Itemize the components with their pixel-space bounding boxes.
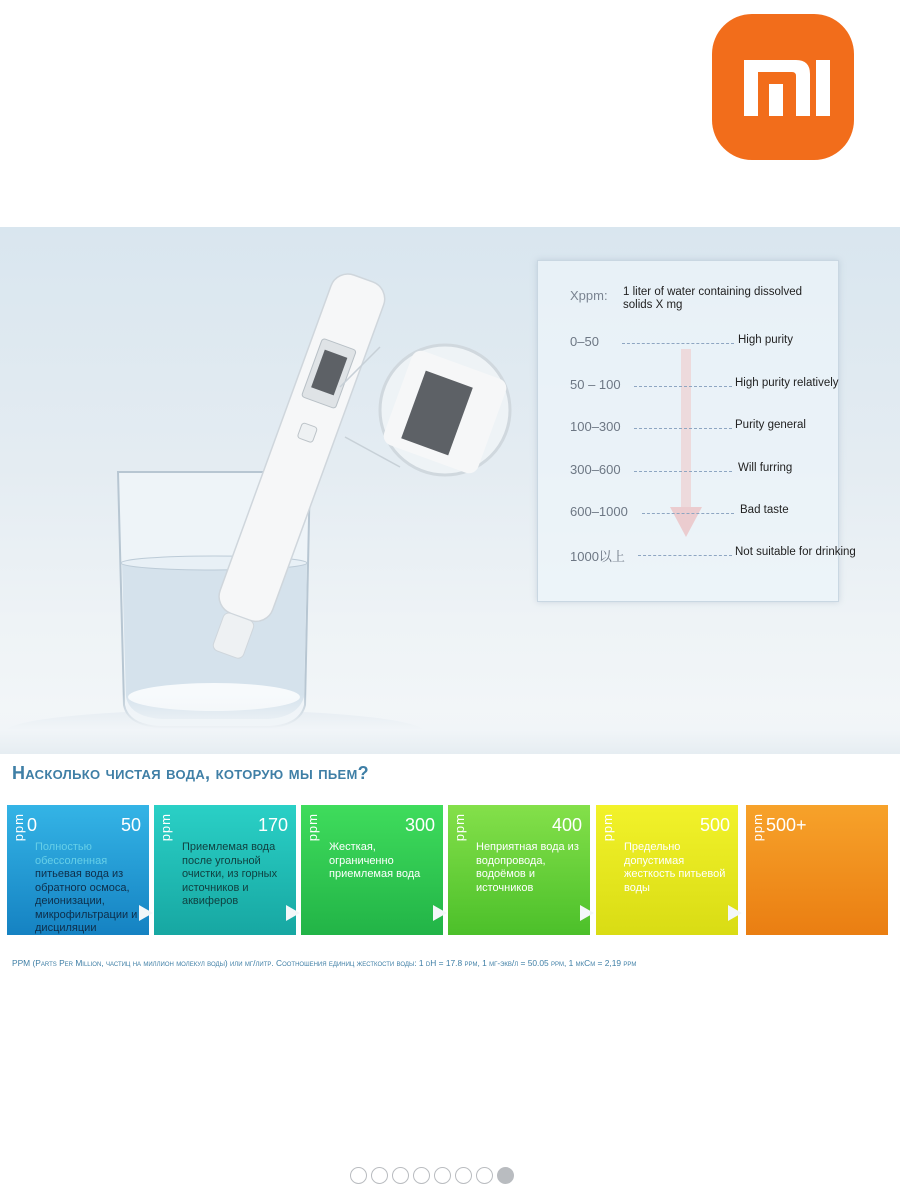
ppm-card [7,805,149,935]
scale-dash [634,428,732,429]
scale-label: Bad taste [740,504,789,516]
scale-dash [634,471,732,472]
scale-label: High purity relatively [735,377,839,389]
card-arrow [286,905,300,921]
card-text [35,841,147,936]
ppm-value-left: 500+ [766,815,807,835]
card-text-main: питьевая вода из обратного осмоса, деионизации, микрофильтрации и дисциляции [35,868,138,934]
pagination-dot[interactable] [392,1167,409,1184]
scale-row [538,546,858,566]
ppm-card [448,805,590,935]
section-heading: Насколько чистая вода, которую мы пьем? [12,763,369,783]
pagination-dot[interactable] [455,1167,472,1184]
scale-range: 50 – 100 [570,377,621,392]
scale-label: Will furring [738,462,793,474]
scale-row [538,334,858,354]
pagination-dot[interactable] [371,1167,388,1184]
ppm-value-right: 170 [257,815,288,835]
ppm-unit: ppm [305,813,320,842]
scale-range: 100–300 [570,419,621,434]
ppm-unit: ppm [11,813,26,842]
card-text: Приемлемая вода после угольной очистки, из горных источников и аквиферов [182,841,278,907]
card-text-faint: Полностью обессоленная [35,841,108,867]
image-pagination [350,1167,514,1184]
ppm-unit: ppm [750,813,765,842]
scale-range: 300–600 [570,462,621,477]
scale-label: High purity [738,334,793,346]
card-text: Неприятная вода из водопровода, водоёмов и источников [476,841,579,894]
ppm-value-right: 300 [404,815,435,835]
ppm-value-right: 400 [551,815,582,835]
tds-meter-hero-image [0,227,900,754]
scale-label: Not suitable for drinking [735,546,856,558]
ppm-card [746,805,888,935]
card-text: Жесткая, ограниченно приемлемая вода [329,841,421,880]
ppm-footnote: PPM (Parts Per Million, частиц на миллион молекул воды) или мг/литр. Соотношения единиц жесткости воды: 1 dH = 17.8 ppm, 1 мг-экв/л = 50.05 ppm, 1 мкСм = 2,19 ppm [12,958,637,968]
ppm-card [154,805,296,935]
card-arrow [433,905,447,921]
scale-dash [634,386,732,387]
scale-dash [642,513,734,514]
pagination-dot[interactable] [476,1167,493,1184]
scale-description: 1 liter of water containing dissolved solids X mg [623,286,802,311]
ppm-value-right: 500 [699,815,730,835]
ppm-unit: ppm [452,813,467,842]
mi-logo-glyph [712,14,854,160]
ppm-card [301,805,443,935]
ppm-value-right: 50 [120,815,141,835]
pagination-dot[interactable] [434,1167,451,1184]
card-arrow [580,905,594,921]
ppm-unit: ppm [600,813,615,842]
pagination-dot-active[interactable] [497,1167,514,1184]
scale-range: 0–50 [570,334,599,349]
ppm-unit: ppm [158,813,173,842]
card-text: Предельно допустимая жесткость питьевой воды [624,841,726,894]
scale-range: 600–1000 [570,504,628,519]
ppm-value-left: 0 [27,815,38,835]
hero-reflection [0,694,900,754]
scale-dash [622,343,734,344]
mi-logo [712,14,854,160]
scale-head: Xppm: [570,288,608,303]
scale-row [538,504,858,524]
scale-row [538,419,858,439]
ppm-card [596,805,738,935]
card-arrow [139,905,153,921]
scale-label: Purity general [735,419,806,431]
ppm-scale-panel [537,260,856,602]
pagination-dot[interactable] [350,1167,367,1184]
pagination-dot[interactable] [413,1167,430,1184]
card-arrow [728,905,742,921]
scale-row [538,462,858,482]
scale-dash [638,555,732,556]
scale-range: 1000以上 [570,549,625,564]
scale-row [538,377,858,397]
